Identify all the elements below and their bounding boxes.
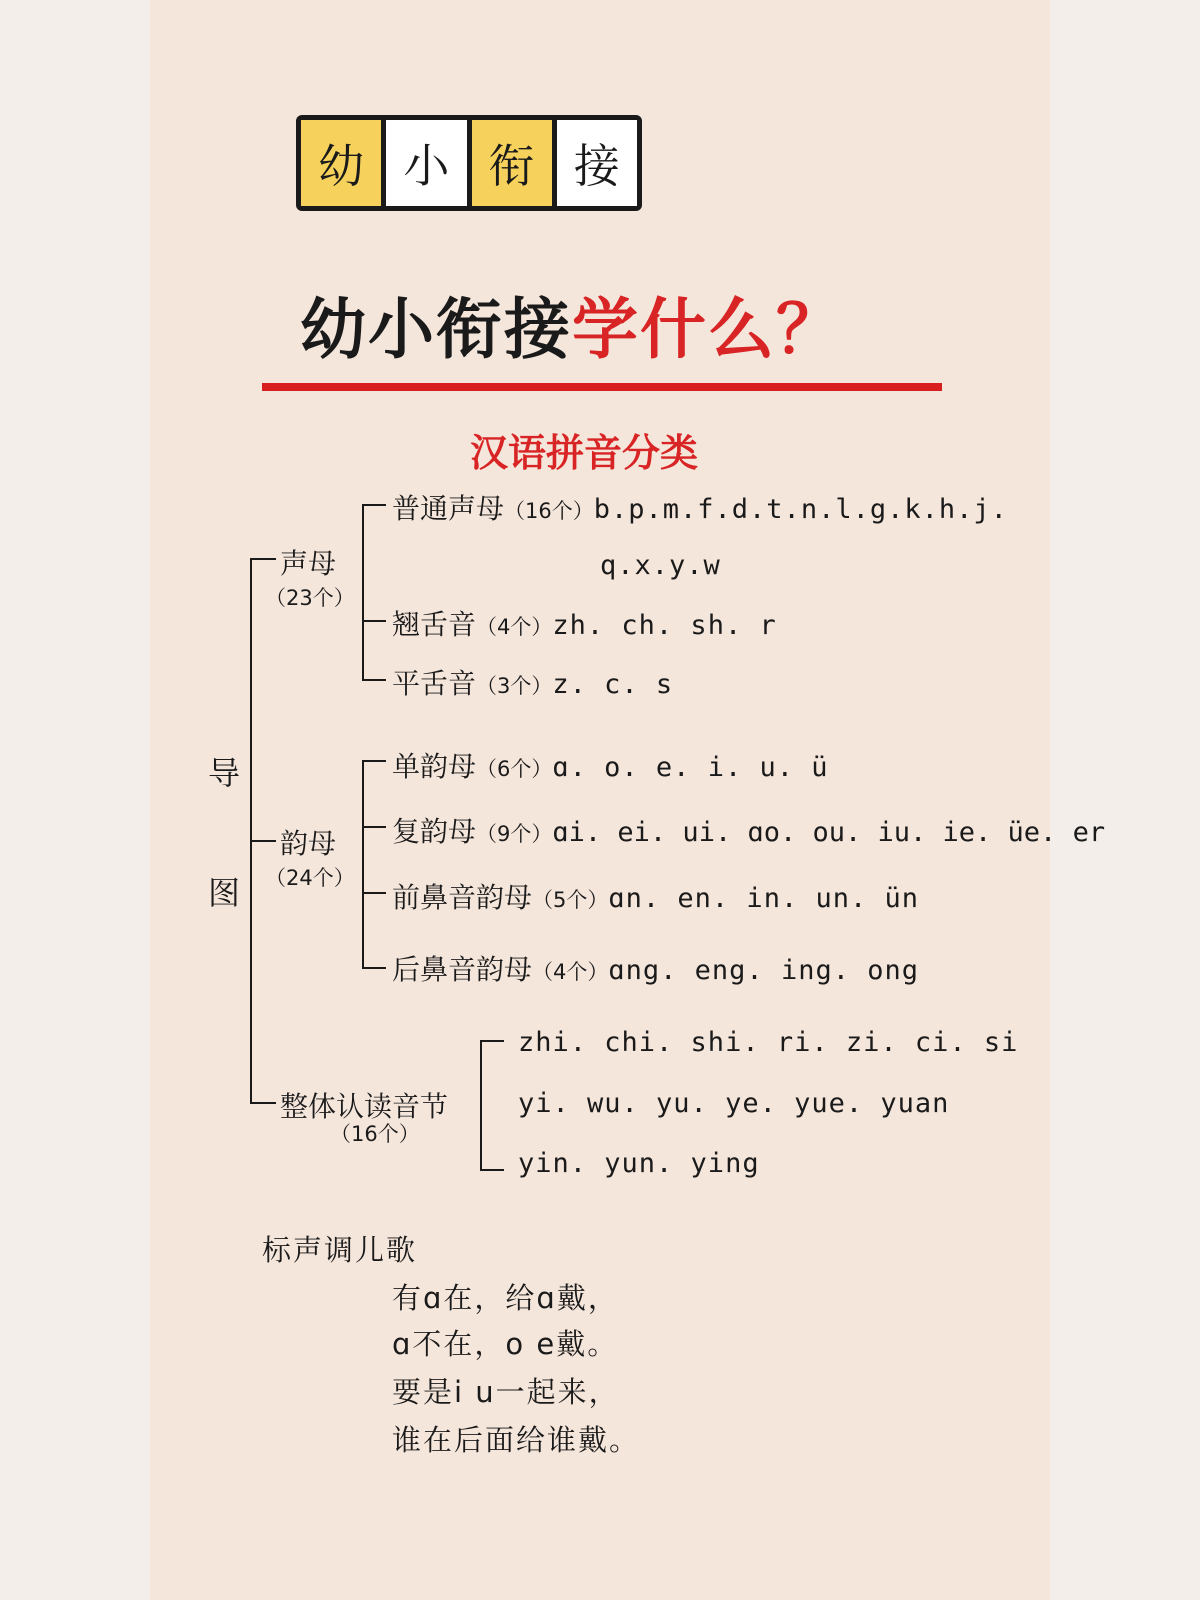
yunmu-item-2 [392, 810, 1105, 850]
zhengti-bracket [480, 1040, 482, 1170]
poem-line-3: 要是i u一起来， [392, 1375, 620, 1409]
item-value: ɑi. ei. ui. ɑo. ou. iu. ie. üe. er [552, 817, 1106, 848]
root-label-dao: 导 [208, 754, 241, 792]
poem-line-2: ɑ不在，o e戴。 [392, 1327, 619, 1361]
trunk-tick-zhengti [250, 1102, 276, 1104]
item-value: zh. ch. sh. r [552, 610, 777, 641]
shengmu-label: 声母 [280, 547, 337, 580]
item-value: ɑ. o. e. i. u. ü [552, 752, 829, 783]
item-count: （16个） [504, 499, 594, 523]
trunk-tick-yunmu [250, 840, 276, 842]
item-name: 平舌音 [392, 667, 477, 700]
yunmu-tick-1 [362, 760, 386, 762]
root-label-tu: 图 [208, 874, 241, 912]
zhengti-count: （16个） [330, 1122, 420, 1146]
header-badge [296, 115, 642, 211]
zhengti-line-1: zhi. chi. shi. ri. zi. ci. si [518, 1027, 1019, 1058]
shengmu-item-1 [392, 487, 1008, 527]
item-count: （4个） [476, 615, 553, 639]
item-name: 普通声母 [392, 492, 505, 525]
zhengti-label: 整体认读音节 [280, 1090, 449, 1123]
poem-line-1: 有ɑ在，给ɑ戴， [392, 1281, 619, 1315]
item-name: 翘舌音 [392, 608, 477, 641]
yunmu-item-1 [392, 745, 828, 785]
item-count: （5个） [532, 888, 609, 912]
yunmu-tick-3 [362, 892, 386, 894]
badge-char-2: 小 [386, 120, 466, 206]
item-value: ɑn. en. in. un. ün [608, 883, 919, 914]
shengmu-bracket [362, 504, 364, 680]
zhengti-tick-1 [480, 1040, 504, 1042]
badge-char-4: 接 [557, 120, 637, 206]
item-value: b.p.m.f.d.t.n.l.g.k.h.j. [593, 494, 1008, 525]
item-name: 前鼻音韵母 [392, 881, 533, 914]
item-name: 单韵母 [392, 750, 477, 783]
shengmu-tick-1 [362, 504, 386, 506]
item-count: （3个） [476, 674, 553, 698]
yunmu-item-3 [392, 876, 919, 916]
shengmu-tick-2 [362, 620, 386, 622]
badge-char-1: 幼 [301, 120, 381, 206]
section-subtitle: 汉语拼音分类 [470, 431, 699, 475]
shengmu-item-1-cont: q.x.y.w [600, 550, 721, 581]
item-value: z. c. s [552, 669, 674, 700]
page-title [300, 276, 844, 371]
poem-line-4: 谁在后面给谁戴。 [392, 1423, 641, 1457]
item-name: 复韵母 [392, 815, 477, 848]
yunmu-tick-2 [362, 826, 386, 828]
item-count: （6个） [476, 757, 553, 781]
shengmu-count: （23个） [265, 586, 355, 610]
yunmu-item-4 [392, 948, 919, 988]
trunk-line [250, 558, 252, 1103]
shengmu-tick-3 [362, 679, 386, 681]
item-value: ɑng. eng. ing. ong [608, 955, 919, 986]
badge-char-3: 衔 [472, 120, 552, 206]
title-red: 学什么？ [572, 291, 844, 368]
yunmu-count: （24个） [265, 866, 355, 890]
yunmu-bracket [362, 760, 364, 968]
title-divider [262, 383, 942, 391]
yunmu-label: 韵母 [280, 827, 337, 860]
item-count: （4个） [532, 960, 609, 984]
trunk-tick-shengmu [250, 558, 276, 560]
item-name: 后鼻音韵母 [392, 953, 533, 986]
zhengti-line-2: yi. wu. yu. ye. yue. yuan [518, 1088, 950, 1119]
zhengti-line-3: yin. yun. ying [518, 1148, 760, 1179]
poem-title: 标声调儿歌 [262, 1233, 418, 1267]
yunmu-tick-4 [362, 967, 386, 969]
title-black: 幼小衔接 [300, 291, 572, 368]
item-count: （9个） [476, 822, 553, 846]
shengmu-item-3 [392, 662, 673, 702]
shengmu-item-2 [392, 603, 777, 643]
zhengti-tick-3 [480, 1169, 504, 1171]
